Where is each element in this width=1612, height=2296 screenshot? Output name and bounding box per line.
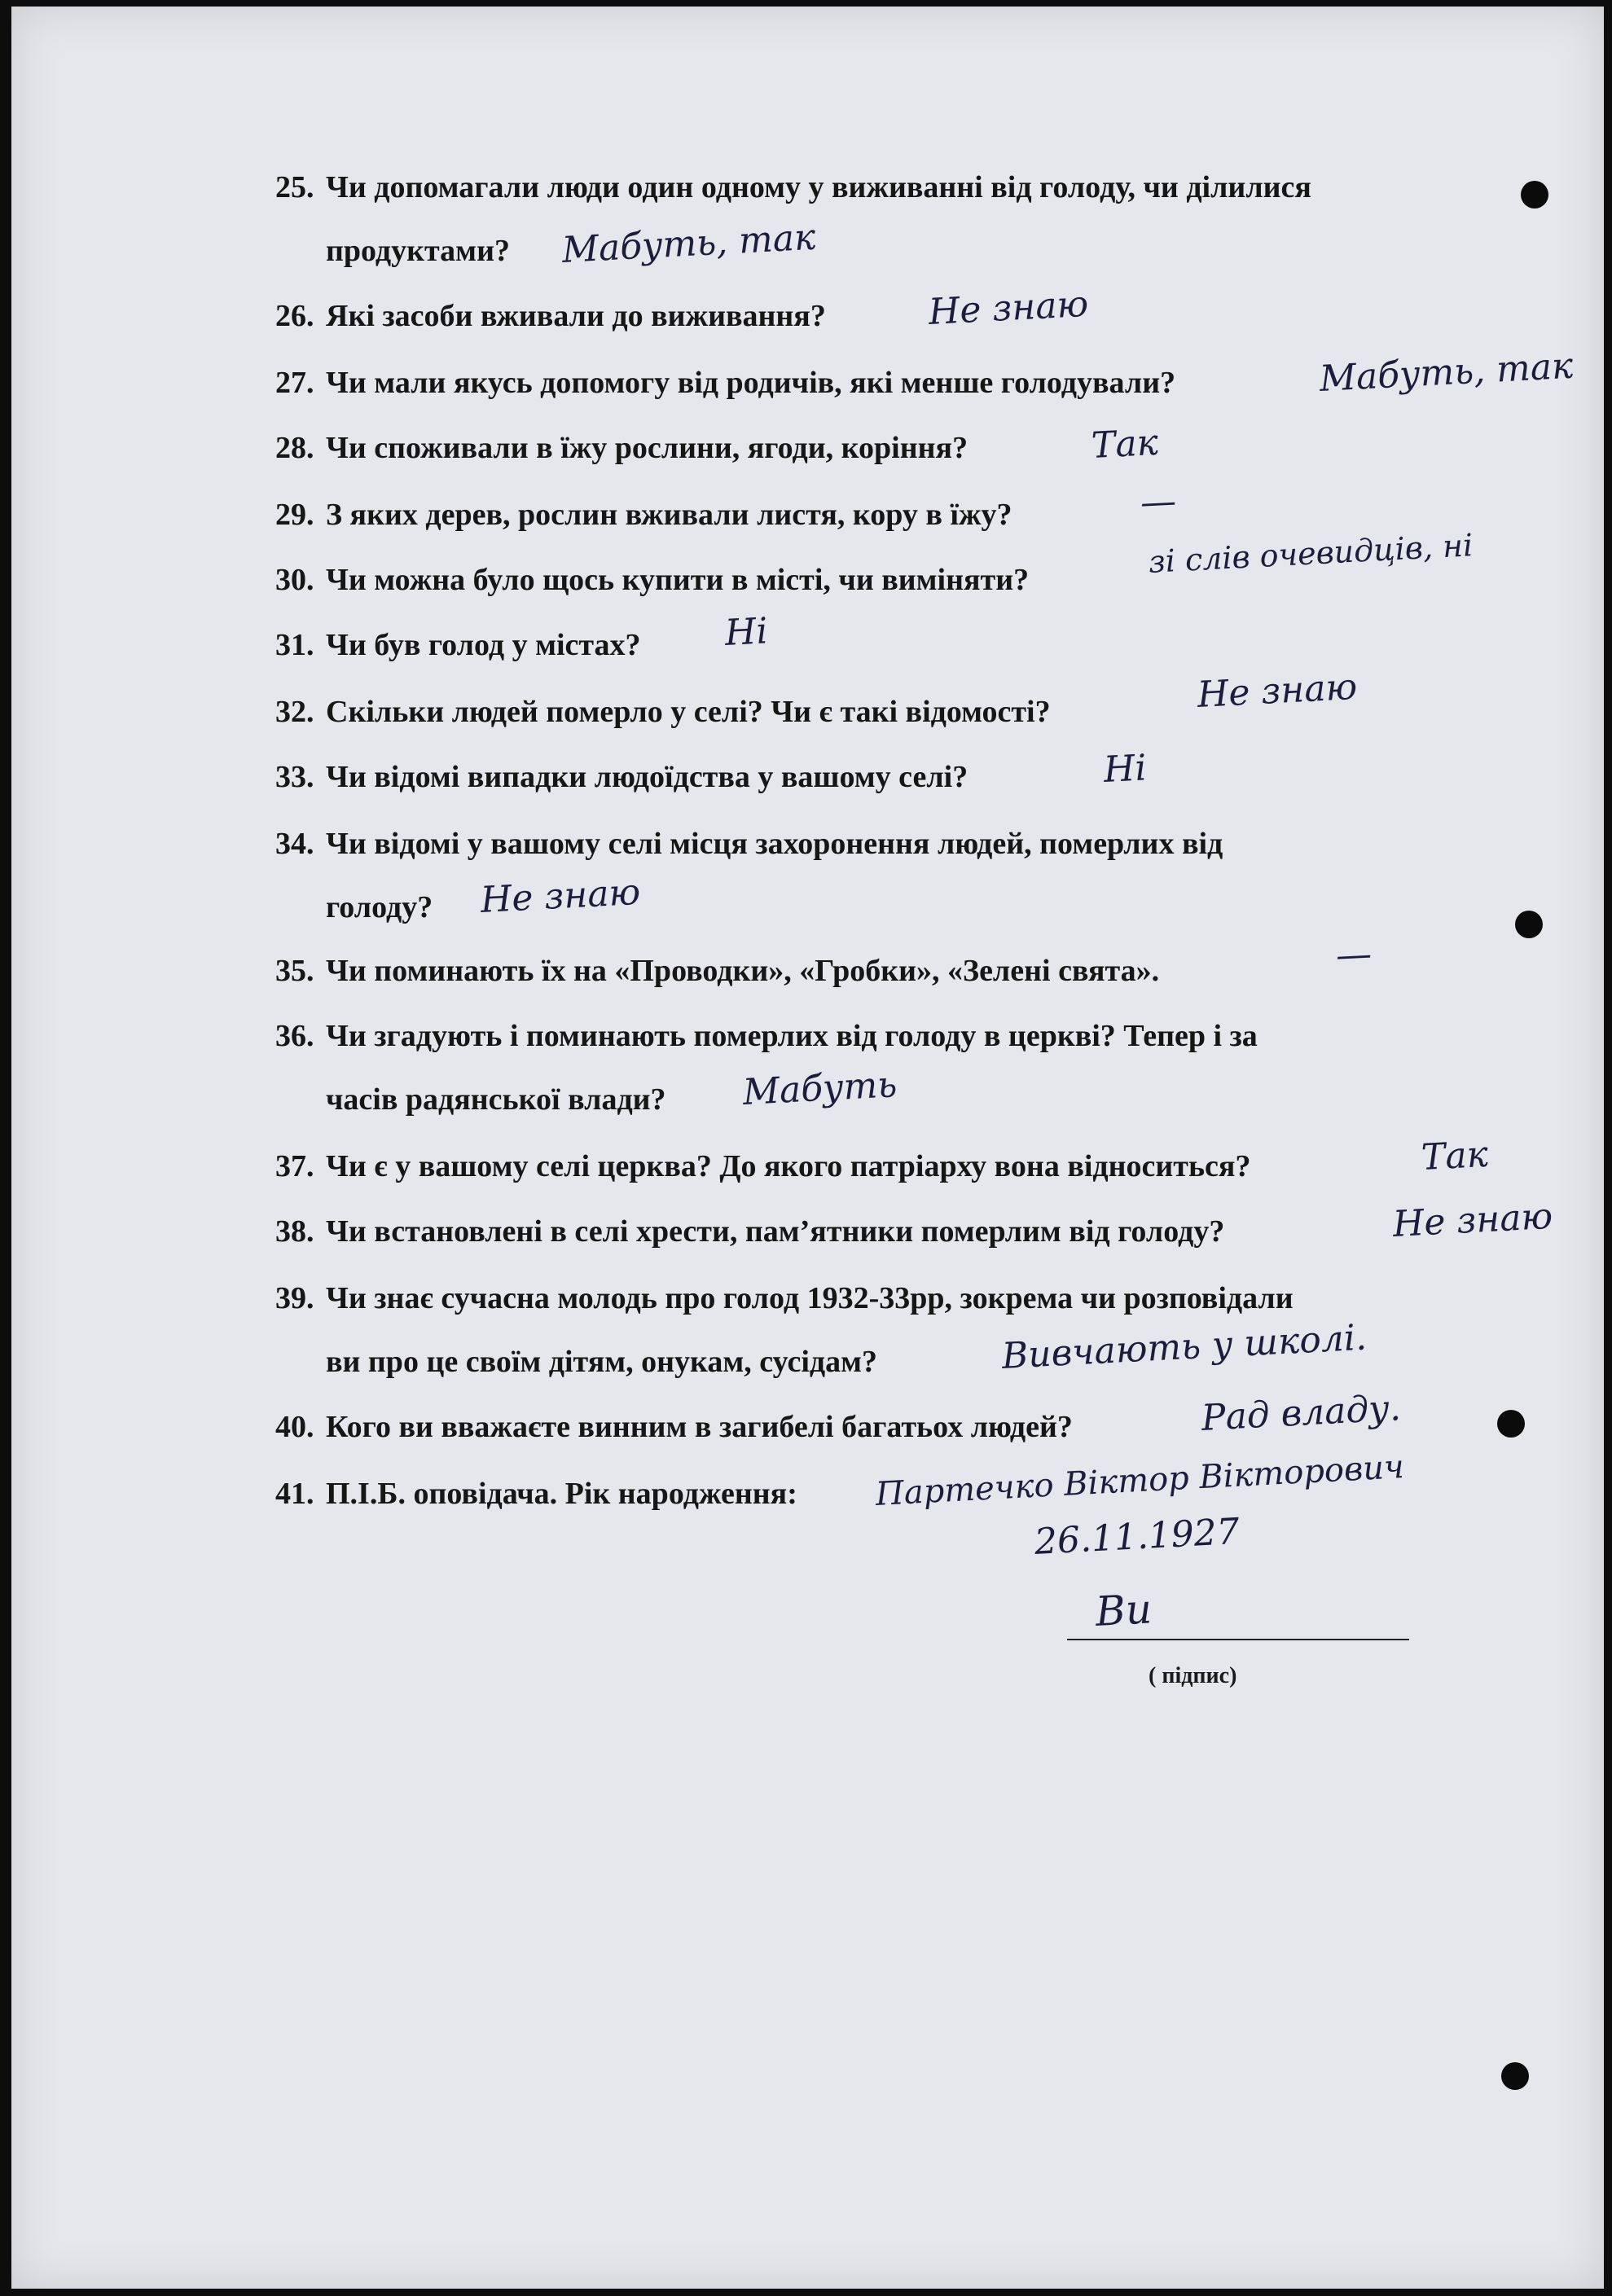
question-number: 39. (275, 1281, 314, 1315)
punch-hole (1501, 2062, 1529, 2090)
question-31 (0, 627, 1612, 676)
question-text: Скільки людей померло у селі? Чи є такі відомості? (326, 695, 1051, 729)
question-number: 41. (275, 1477, 314, 1511)
question-text: Чи можна було щось купити в місті, чи виміняти? (326, 563, 1030, 597)
handwritten-answer: Мабуть (741, 1064, 898, 1113)
handwritten-answer: Ні (723, 610, 769, 654)
question-text-continued: продуктами? (326, 234, 510, 268)
signature-label: ( підпис) (1149, 1663, 1237, 1688)
question-text: Чи відомі випадки людоїдства у вашому селі? (326, 760, 969, 794)
question-28 (0, 430, 1612, 479)
question-number: 36. (275, 1019, 314, 1053)
handwritten-answer: Так (1090, 421, 1160, 467)
question-26 (0, 298, 1612, 347)
question-text: Чи був голод у містах? (326, 628, 641, 662)
question-text: Чи поминають їх на «Проводки», «Гробки», «Зелені свята». (326, 954, 1160, 988)
question-text: Чи є у вашому селі церква? До якого патріарху вона відноситься? (326, 1149, 1251, 1183)
handwritten-answer: — (1139, 480, 1178, 524)
handwritten-answer: Мабуть, так (560, 216, 817, 271)
question-text: Чи відомі у вашому селі місця захоронення людей, померлих від (326, 827, 1223, 861)
document-page (11, 7, 1604, 2289)
handwritten-answer: Рад владу. (1200, 1387, 1402, 1439)
question-text: Чи мали якусь допомогу від родичів, які менше голодували? (326, 366, 1176, 400)
question-text-continued: голоду? (326, 890, 433, 924)
question-number: 26. (275, 299, 314, 333)
question-30 (0, 562, 1612, 611)
question-text: Які засоби вживали до виживання? (326, 299, 826, 333)
question-number: 35. (275, 954, 314, 988)
question-text: З яких дерев, рослин вживали листя, кору в їжу? (326, 498, 1012, 532)
question-number: 40. (275, 1410, 314, 1444)
question-text-continued: часів радянської влади? (326, 1082, 666, 1117)
handwritten-answer: Не знаю (1196, 665, 1359, 716)
question-number: 29. (275, 498, 314, 532)
question-number: 32. (275, 695, 314, 729)
question-33 (0, 759, 1612, 808)
question-number: 27. (275, 366, 314, 400)
question-text-continued: ви про це своїм дітям, онукам, сусідам? (326, 1345, 877, 1379)
question-number: 33. (275, 760, 314, 794)
question-number: 34. (275, 827, 314, 861)
question-38 (0, 1214, 1612, 1262)
handwritten-answer: Не знаю (927, 283, 1090, 333)
signature-line (1067, 1639, 1409, 1640)
question-text: Чи споживали в їжу рослини, ягоди, коріння? (326, 431, 969, 465)
question-text: Чи знає сучасна молодь про голод 1932-33рр, зокрема чи розповідали (326, 1281, 1294, 1315)
question-text: Чи встановлені в селі хрести, пам’ятники померлим від голоду? (326, 1214, 1225, 1249)
question-number: 30. (275, 563, 314, 597)
signature-mark: Ви (1094, 1585, 1153, 1635)
question-number: 28. (275, 431, 314, 465)
question-text: Чи згадують і поминають померлих від голоду в церкві? Тепер і за (326, 1019, 1258, 1053)
handwritten-answer: Не знаю (1391, 1195, 1554, 1245)
punch-hole (1515, 911, 1543, 938)
question-37 (0, 1148, 1612, 1197)
handwritten-answer: Вивчають у школі. (1000, 1316, 1368, 1377)
handwritten-answer: Ні (1102, 747, 1148, 791)
handwritten-answer: Не знаю (479, 871, 642, 921)
question-number: 38. (275, 1214, 314, 1249)
question-number: 31. (275, 628, 314, 662)
handwritten-answer: Так (1420, 1133, 1490, 1179)
handwritten-answer: зі слів очевидців, ні (1147, 527, 1474, 580)
question-32 (0, 694, 1612, 743)
handwritten-answer: — (1334, 933, 1373, 977)
handwritten-birthdate: 26.11.1927 (1033, 1510, 1241, 1563)
question-text: Кого ви вважаєте винним в загибелі багатьох людей? (326, 1410, 1073, 1444)
handwritten-answer: Партечко Віктор Вікторович (874, 1448, 1405, 1513)
question-text: Чи допомагали люди один одному у виживанні від голоду, чи ділилися (326, 170, 1311, 204)
question-text: П.І.Б. оповідача. Рік народження: (326, 1477, 797, 1511)
question-number: 37. (275, 1149, 314, 1183)
question-number: 25. (275, 170, 314, 204)
handwritten-answer: Мабуть, так (1318, 345, 1575, 400)
